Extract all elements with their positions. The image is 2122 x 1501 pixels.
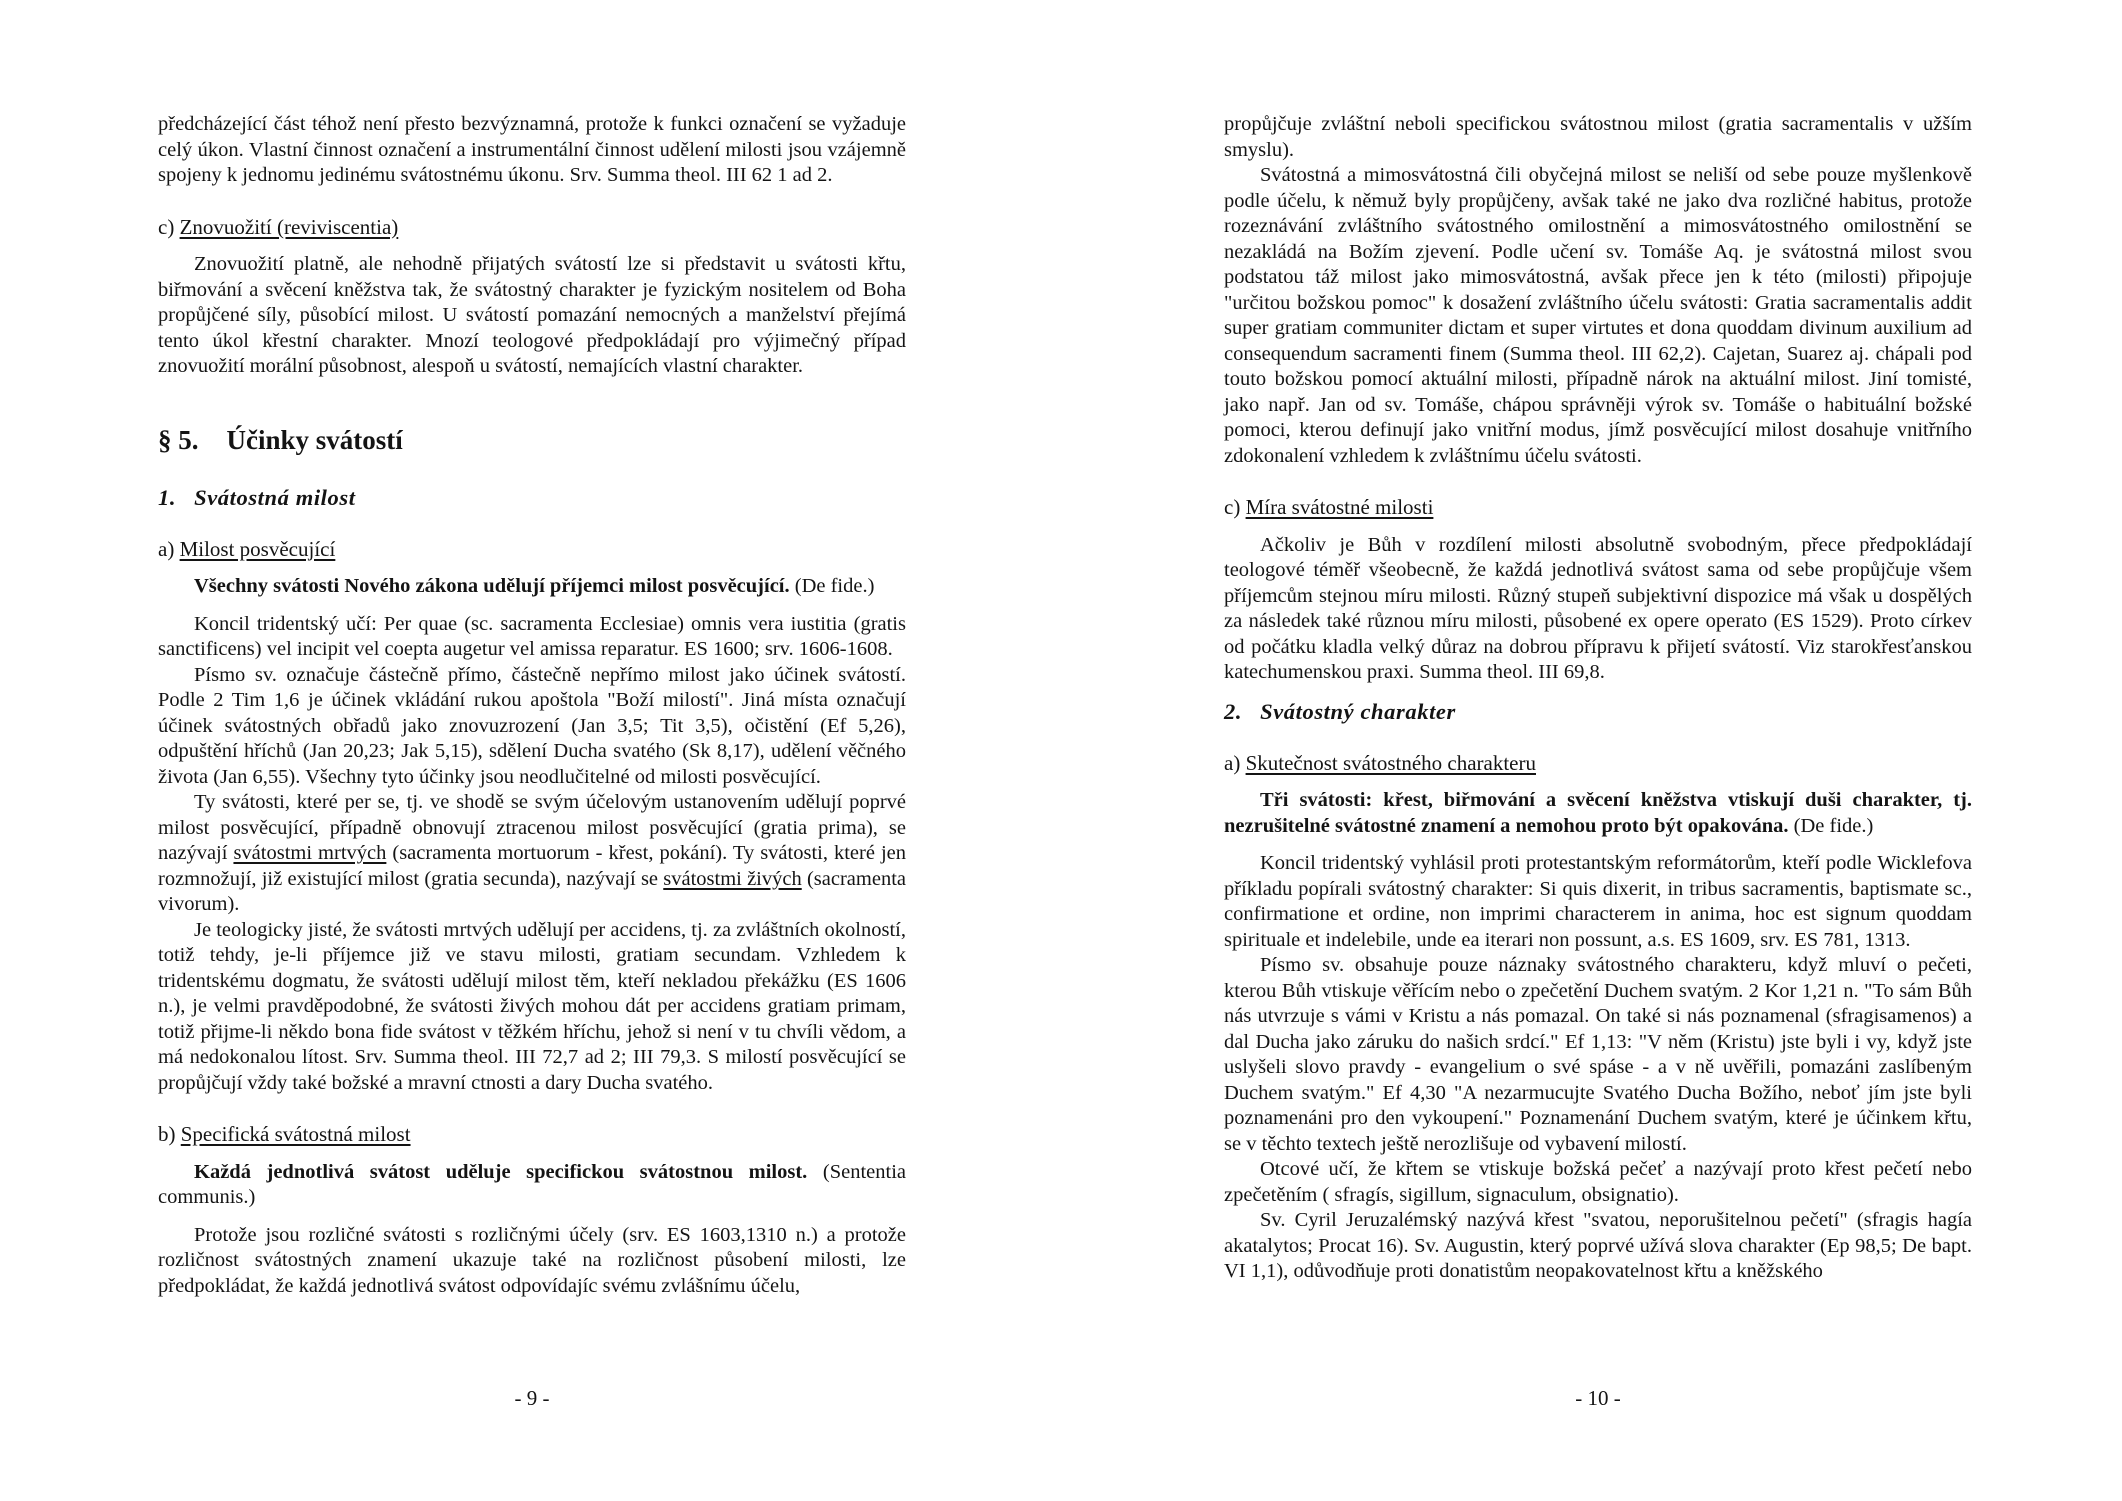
lettered-heading — [1224, 751, 1972, 777]
text-run: Protože jsou rozličné svátosti s rozličnými účely (srv. ES 1603,1310 n.) a protože rozličnost svátostných znamení ukazuje také na rozličnost působení milosti, lze předpokládat, že každá jednotlivá svátost odpovídajíc svému zvlášnímu účelu, — [158, 1223, 906, 1297]
heading-label: Specifická svátostná milost — [180, 1122, 411, 1146]
paragraph — [1224, 1208, 1972, 1285]
heading-number: 1. — [158, 484, 177, 510]
paragraph — [158, 918, 906, 1097]
text-run: svátostmi živých — [663, 867, 802, 890]
text-run: (De fide.) — [789, 575, 875, 597]
paragraph — [158, 1223, 906, 1300]
page-number-left: - 9 - — [514, 1386, 550, 1410]
text-run: Tři svátosti: křest, biřmování a svěcení kněžstva vtiskují duši charakter, tj. nezrušitelné svátostné znamení a nemohou proto být opakována. — [1224, 789, 1972, 837]
heading-letter: c) — [158, 214, 180, 239]
text-run: Sv. Cyril Jeruzalémský nazývá křest "svatou, neporušitelnou pečetí" (sfragis hagía akatalytos; Procat 16). Sv. Augustin, který poprvé užívá slova charakter (Ep 98,5; De bapt. VI 1,1), odůvodňuje proti donatistům neopakovatelnost křtu a kněžského — [1224, 1209, 1972, 1282]
text-run: svátostmi mrtvých — [233, 842, 387, 864]
heading-number: 2. — [1224, 698, 1243, 724]
heading-number: § 5. — [158, 424, 199, 455]
text-run: Svátostná a mimosvátostná čili obyčejná milost se neliší od sebe pouze myšlenkově podle účelu, k němuž byly propůjčeny, avšak také ne jako dva rozličné habitus, protože rozeznávání zvláštního svátostného omilostnění a mimosvátostného omilostnění se nezakládá na Božím zjevení. Podle učení sv. Tomáše Aq. je svátostná milost svou podstatou táž milost jako mimosvátostná, avšak přece jen k této (milosti) připojuje "určitou božskou pomoc" k dosažení zvláštního účelu svátosti: Gratia sacramentalis addit super gratiam communiter dictam et super virtutes et dona quoddam divinum auxilium ad consequendum sacramenti finem (Summa theol. III 62,2). Cajetan, Suarez aj. chápali pod touto božskou pomocí aktuální milosti, případně nárok na aktuální milost. Jiní tomisté, jako např. Jan od sv. Tomáše, chápou správněji výrok sv. Tomáše o habituální božské pomoci, kterou definují jako vnitřní modus, jímž posvěcující milost dosahuje vnitřního zdokonalení vzhledem k zvláštnímu účelu svátosti. — [1224, 164, 1972, 467]
text-run: Znovuožití platně, ale nehodně přijatých svátostí lze si představit u svátosti křtu, biřmování a svěcení kněžstva tak, že svátostný charakter je fyzickým nositelem od Boha propůjčené síly, působící milost. U svátostí pomazání nemocných a manželství přejímá tento úkol křestní charakter. Mnozí teologové předpokládají pro výjimečný případ znovuožití morální působnost, alespoň u svátostí, nemajících vlastní charakter. — [158, 253, 906, 377]
text-run: předcházející část téhož není přesto bezvýznamná, protože k funkci označení se vyžaduje celý úkon. Vlastní činnost označení a instrumentální činnost udělení milosti jsou vzájemně spojeny k jednomu jedinému svátostnému úkonu. Srv. Summa theol. III 62 1 ad 2. — [158, 113, 906, 186]
text-run: Koncil tridentský vyhlásil proti protestantským reformátorům, kteří podle Wicklefova příkladu popírali svátostný charakter: Si quis dixerit, in tribus sacramentis, baptismate sc., confirmatione et ordine, non imprimi characterem in anima, hoc est signum quoddam spirituale et indelebile, unde ea iterari non possunt, a.s. ES 1609, srv. ES 781, 1313. — [1224, 852, 1972, 951]
heading-letter: a) — [1224, 750, 1246, 775]
section-heading — [158, 424, 906, 456]
paragraph — [1224, 1157, 1972, 1208]
lettered-heading — [158, 1122, 906, 1148]
text-run: Ty svátosti, které per se, tj. ve shodě se svým účelovým ustanovením udělují poprvé milost posvěcující, případně obnovují ztracenou milost posvěcující (gratia prima), se nazývají — [158, 791, 906, 864]
subsection-heading — [1224, 698, 1972, 725]
text-run: Písmo sv. obsahuje pouze náznaky svátostného charakteru, když mluví o pečeti, kterou Bůh vtiskuje věřícím nebo o zpečetění Duchem svatým. 2 Kor 1,21 n. "To sám Bůh nás utvrzuje s vámi v Kristu a nás pomazal. On také si nás poznamenal (sfragisamenos) a dal Ducha jako záruku do našich srdcí." Ef 1,13: "V něm (Kristu) jste byli i vy, když jste uslyšeli slovo pravdy - evangelium o své spáse - a v ně uvěřili, pomazáni zaslíbeným Duchem svatým." Ef 4,30 "A nezarmucujte Svatého Ducha Božího, neboť jím jste byli poznamenáni pro den vykoupení." Poznamenání Duchem svatým, které je účinkem křtu, se v těchto textech ještě nerozlišuje od vybavení milostí. — [1224, 954, 1972, 1155]
heading-letter: a) — [158, 536, 180, 561]
heading-title: Účinky svátostí — [226, 424, 403, 455]
heading-title: Svátostná milost — [194, 484, 356, 510]
text-run: Všechny svátosti Nového zákona udělují příjemci milost posvěcující. — [194, 575, 790, 597]
heading-label: Míra svátostné milosti — [1245, 495, 1434, 519]
heading-label: Milost posvěcující — [179, 536, 336, 561]
paragraph — [158, 112, 906, 189]
text-run: Otcové učí, že křtem se vtiskuje božská pečeť a nazývají proto křest pečetí nebo zpečetěním ( sfragís, sigillum, signaculum, obsignatio). — [1224, 1158, 1972, 1206]
paragraph — [158, 790, 906, 918]
text-run: Písmo sv. označuje částečně přímo, částečně nepřímo milost jako účinek svátostí. Podle 2 Tim 1,6 je účinek vkládání rukou apoštola "Boží milostí". Jiná místa označují účinek svátostných obřadů jako znovuzrození (Jan 3,5; Tit 3,5), očistění (Ef 5,26), odpuštění hříchů (Jan 20,23; Jak 5,15), sdělení Ducha svatého (Sk 8,17), udělení věčného života (Jan 6,55). Všechny tyto účinky jsou neodlučitelné od milosti posvěcující. — [158, 663, 906, 788]
text-run: Ačkoliv je Bůh v rozdílení milosti absolutně svobodným, přece předpokládají teologové téměř všeobecně, že každá jednotlivá svátost sama od sebe propůjčuje všem příjemcům stejnou míru milosti. Různý stupeň subjektivní dispozice má však u dospělých za následek také různou míru milosti, působené ex opere operato (ES 1529). Proto církev od počátku kladla velký důraz na dobrou přípravu k přijetí svátostí. Viz starokřesťanskou katechumenskou praxi. Summa theol. III 69,8. — [1224, 533, 1972, 683]
thesis-statement — [1224, 788, 1972, 839]
paragraph — [1224, 112, 1972, 163]
lettered-heading — [158, 215, 906, 241]
text-run: (De fide.) — [1788, 814, 1874, 837]
subsection-heading — [158, 484, 906, 511]
text-run: Je teologicky jisté, že svátosti mrtvých udělují per accidens, tj. za zvláštních okolností, totiž tehdy, je-li příjemce již ve stavu milosti, gratiam secundam. Vzhledem k tridentskému dogmatu, že svátosti udělují milost těm, kteří nekladou překážku (ES 1606 n.), je velmi pravděpodobné, že svátosti živých mohou dát per accidens gratiam primam, totiž přijme-li někdo bona fide svátost v těžkém hříchu, jehož si není v tu chvíli vědom, a má nedokonalou lítost. Srv. Summa theol. III 72,7 ad 2; III 79,3. S milostí posvěcující se propůjčují vždy také božské a mravní ctnosti a dary Ducha svatého. — [158, 918, 906, 1094]
page-right — [1224, 112, 1972, 1285]
heading-label: Skutečnost svátostného charakteru — [1245, 750, 1536, 775]
heading-letter: b) — [158, 1122, 181, 1146]
lettered-heading — [158, 537, 906, 563]
paragraph — [158, 252, 906, 380]
thesis-statement — [158, 574, 906, 600]
thesis-statement — [158, 1160, 906, 1211]
paragraph — [158, 663, 906, 791]
text-run: Každá jednotlivá svátost uděluje specifickou svátostnou milost. — [194, 1160, 808, 1183]
paragraph — [1224, 953, 1972, 1157]
heading-label: Znovuožití (reviviscentia) — [179, 214, 399, 239]
text-run: (Sententia communis.) — [158, 1160, 906, 1208]
heading-letter: c) — [1224, 495, 1246, 519]
page-left — [158, 112, 906, 1299]
heading-title: Svátostný charakter — [1260, 698, 1456, 724]
text-run: propůjčuje zvláštní neboli specifickou svátostnou milost (gratia sacramentalis v užším smyslu). — [1224, 113, 1972, 161]
text-run: (sacramenta vivorum). — [158, 867, 906, 915]
text-run: (sacramenta mortuorum - křest, pokání). Ty svátosti, které jen rozmnožují, již existující milost (gratia secunda), nazývají se — [158, 842, 906, 890]
paragraph — [1224, 163, 1972, 469]
text-run: Koncil tridentský učí: Per quae (sc. sacramenta Ecclesiae) omnis vera iustitia (gratis sanctificens) vel incipit vel coepta augetur vel amissa reparatur. ES 1600; srv. 1606-1608. — [158, 612, 906, 660]
paragraph — [1224, 851, 1972, 953]
page-number-right: - 10 - — [1575, 1386, 1621, 1410]
paragraph — [1224, 533, 1972, 686]
lettered-heading — [1224, 495, 1972, 521]
paragraph — [158, 612, 906, 663]
